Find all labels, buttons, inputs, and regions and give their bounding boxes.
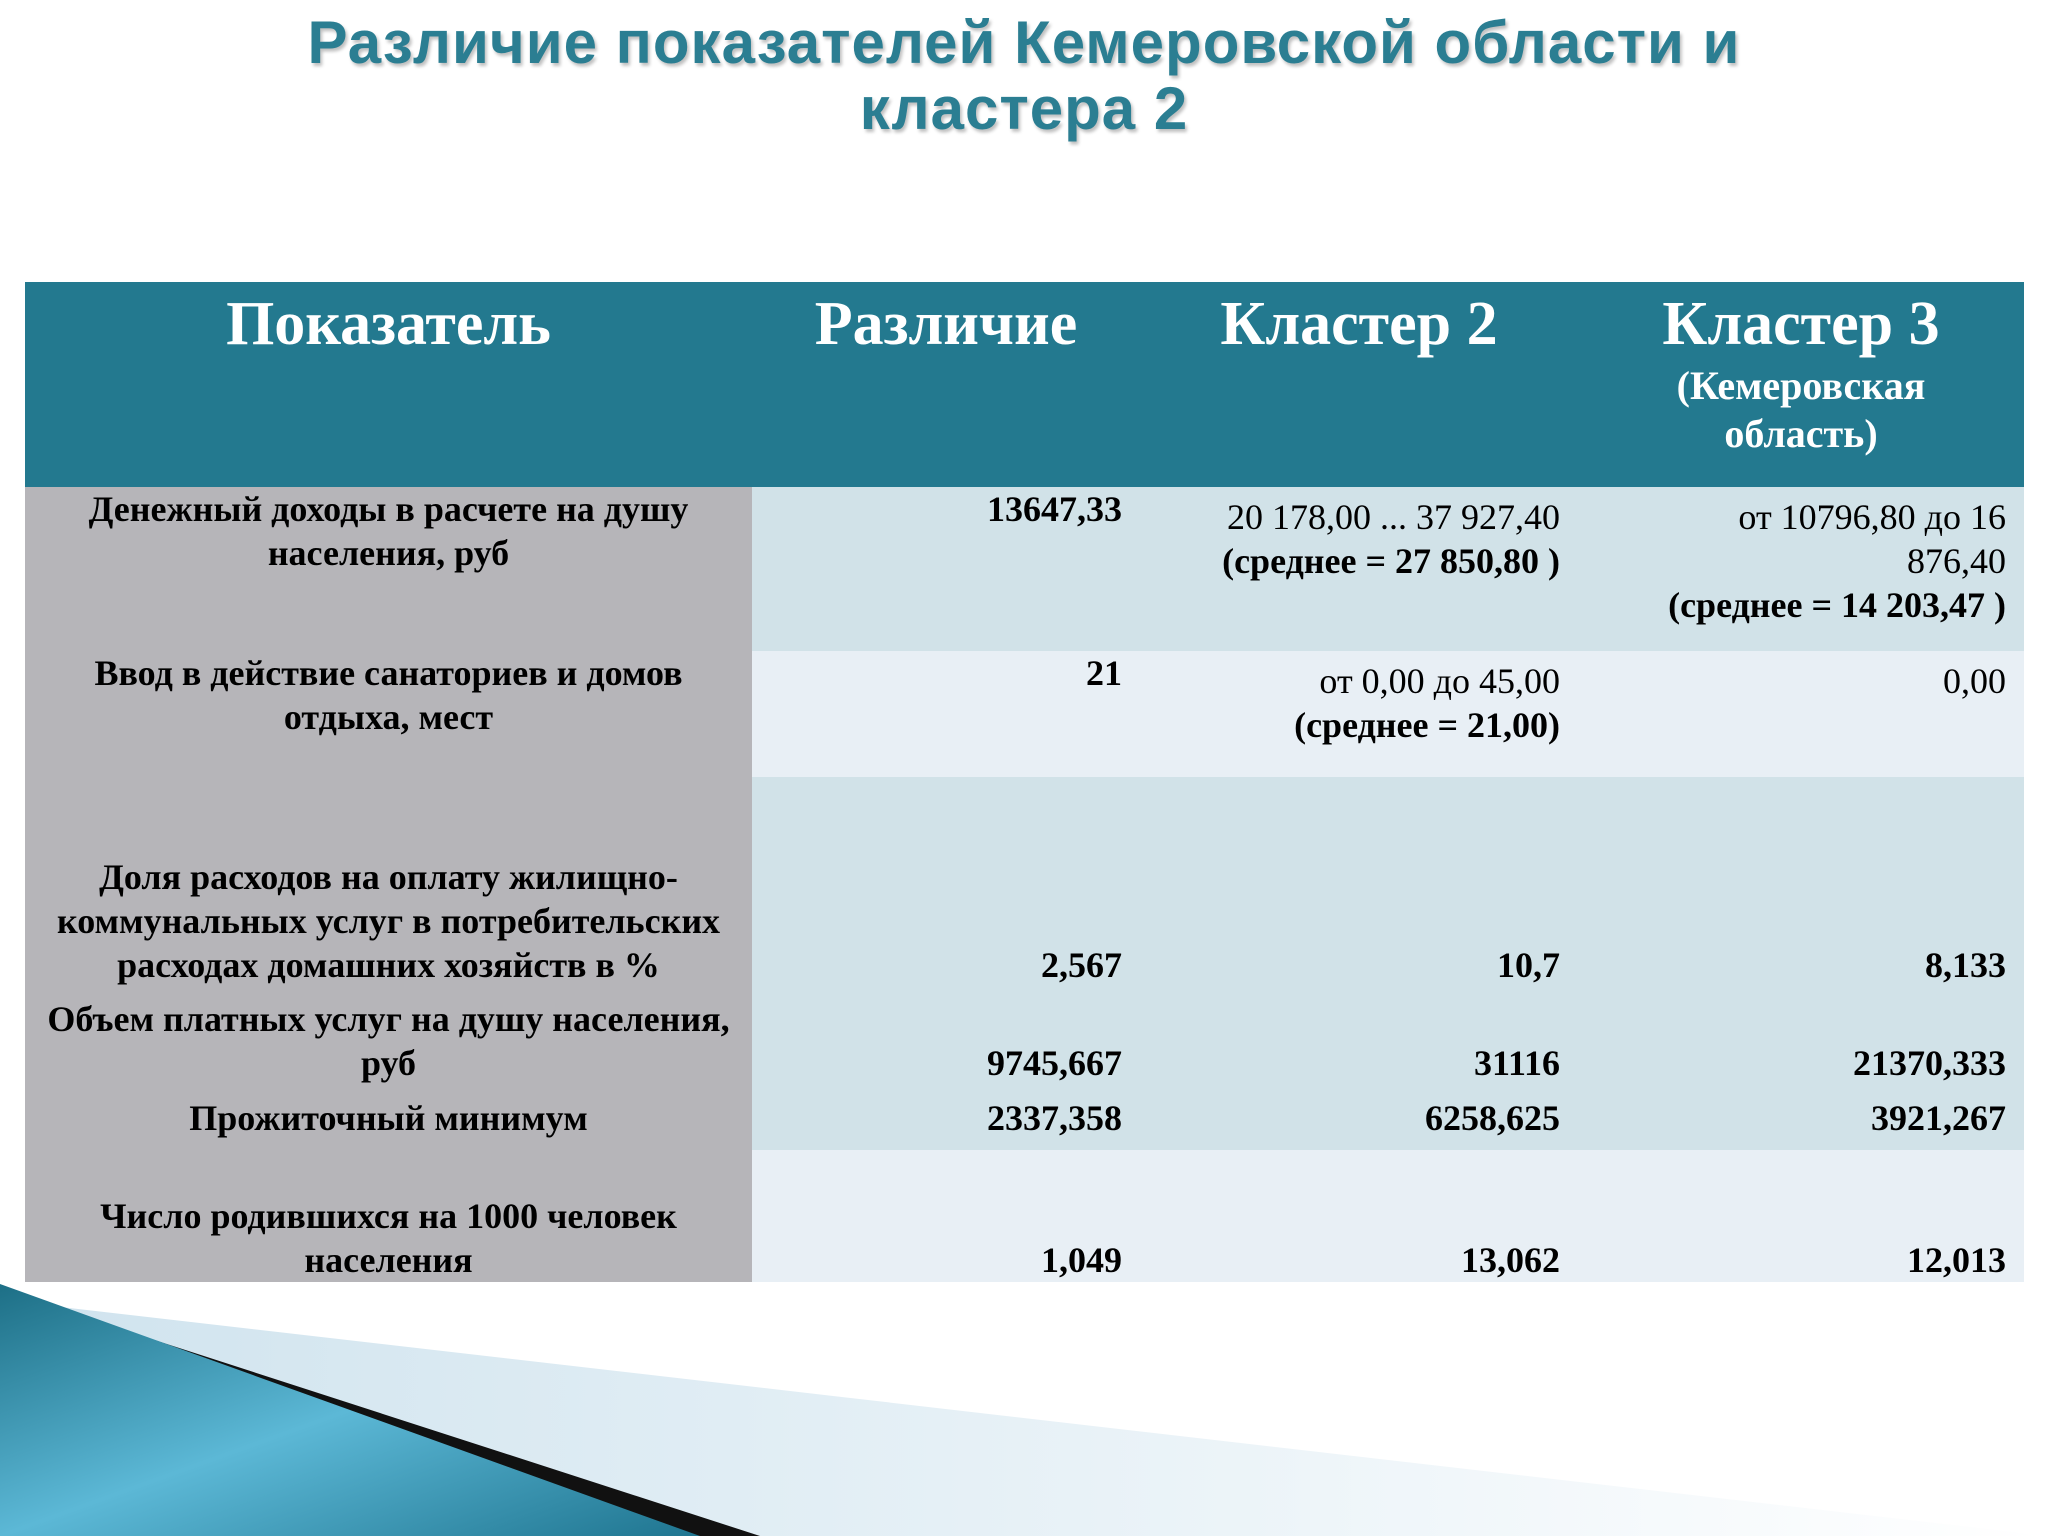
row-difference: 13647,33 (752, 487, 1140, 651)
slide-title-line-2: кластера 2 (859, 75, 1189, 142)
cluster-2-range: от 0,00 до 45,00 (1319, 661, 1560, 701)
row-cluster-3: 3921,267 (1578, 1085, 2024, 1150)
row-cluster-2: 10,7 (1140, 777, 1578, 987)
row-difference: 2,567 (752, 777, 1140, 987)
header-difference: Различие (752, 282, 1140, 487)
cluster-3-range: от 10796,80 до 16 876,40 (1738, 497, 2006, 581)
header-cluster-3: Кластер 3 (Кемеровская область) (1578, 282, 2024, 487)
table-row (25, 777, 2024, 987)
table-header-row (25, 282, 2024, 487)
row-indicator: Число родившихся на 1000 человек населения (25, 1150, 752, 1282)
header-cluster-2: Кластер 2 (1140, 282, 1578, 487)
row-difference: 21 (752, 651, 1140, 777)
comparison-table (25, 282, 2024, 1282)
row-cluster-2 (1140, 487, 1578, 651)
cluster-2-average: (среднее = 21,00) (1294, 705, 1560, 745)
row-cluster-3 (1578, 487, 2024, 651)
header-indicator: Показатель (25, 282, 752, 487)
row-cluster-3: 12,013 (1578, 1150, 2024, 1282)
row-cluster-2: 31116 (1140, 987, 1578, 1085)
row-indicator: Объем платных услуг на душу населения, руб (25, 987, 752, 1085)
row-cluster-2: 13,062 (1140, 1150, 1578, 1282)
row-difference: 2337,358 (752, 1085, 1140, 1150)
table-row (25, 1150, 2024, 1282)
cluster-3-average: (среднее = 14 203,47 ) (1668, 585, 2006, 625)
slide-title (0, 10, 2048, 142)
row-difference: 1,049 (752, 1150, 1140, 1282)
cluster-3-value: 0,00 (1943, 661, 2006, 701)
slide-title-line-1: Различие показателей Кемеровской области и (307, 9, 1741, 76)
row-cluster-3 (1578, 651, 2024, 777)
decorative-swoosh (0, 1280, 2048, 1536)
cluster-2-range: 20 178,00 ... 37 927,40 (1227, 497, 1560, 537)
row-difference: 9745,667 (752, 987, 1140, 1085)
table-row (25, 651, 2024, 777)
row-indicator: Ввод в действие санаториев и домов отдыха, мест (25, 651, 752, 777)
header-cluster-3-subtitle: (Кемеровская область) (1676, 363, 1926, 456)
table-row (25, 1085, 2024, 1150)
row-indicator: Денежный доходы в расчете на душу населения, руб (25, 487, 752, 651)
table-row (25, 487, 2024, 651)
table-row (25, 987, 2024, 1085)
row-cluster-2: 6258,625 (1140, 1085, 1578, 1150)
row-indicator: Прожиточный минимум (25, 1085, 752, 1150)
row-cluster-3: 8,133 (1578, 777, 2024, 987)
row-cluster-3: 21370,333 (1578, 987, 2024, 1085)
row-indicator: Доля расходов на оплату жилищно-коммунальных услуг в потребительских расходах домашних хозяйств в % (25, 777, 752, 987)
row-cluster-2 (1140, 651, 1578, 777)
cluster-2-average: (среднее = 27 850,80 ) (1222, 541, 1560, 581)
